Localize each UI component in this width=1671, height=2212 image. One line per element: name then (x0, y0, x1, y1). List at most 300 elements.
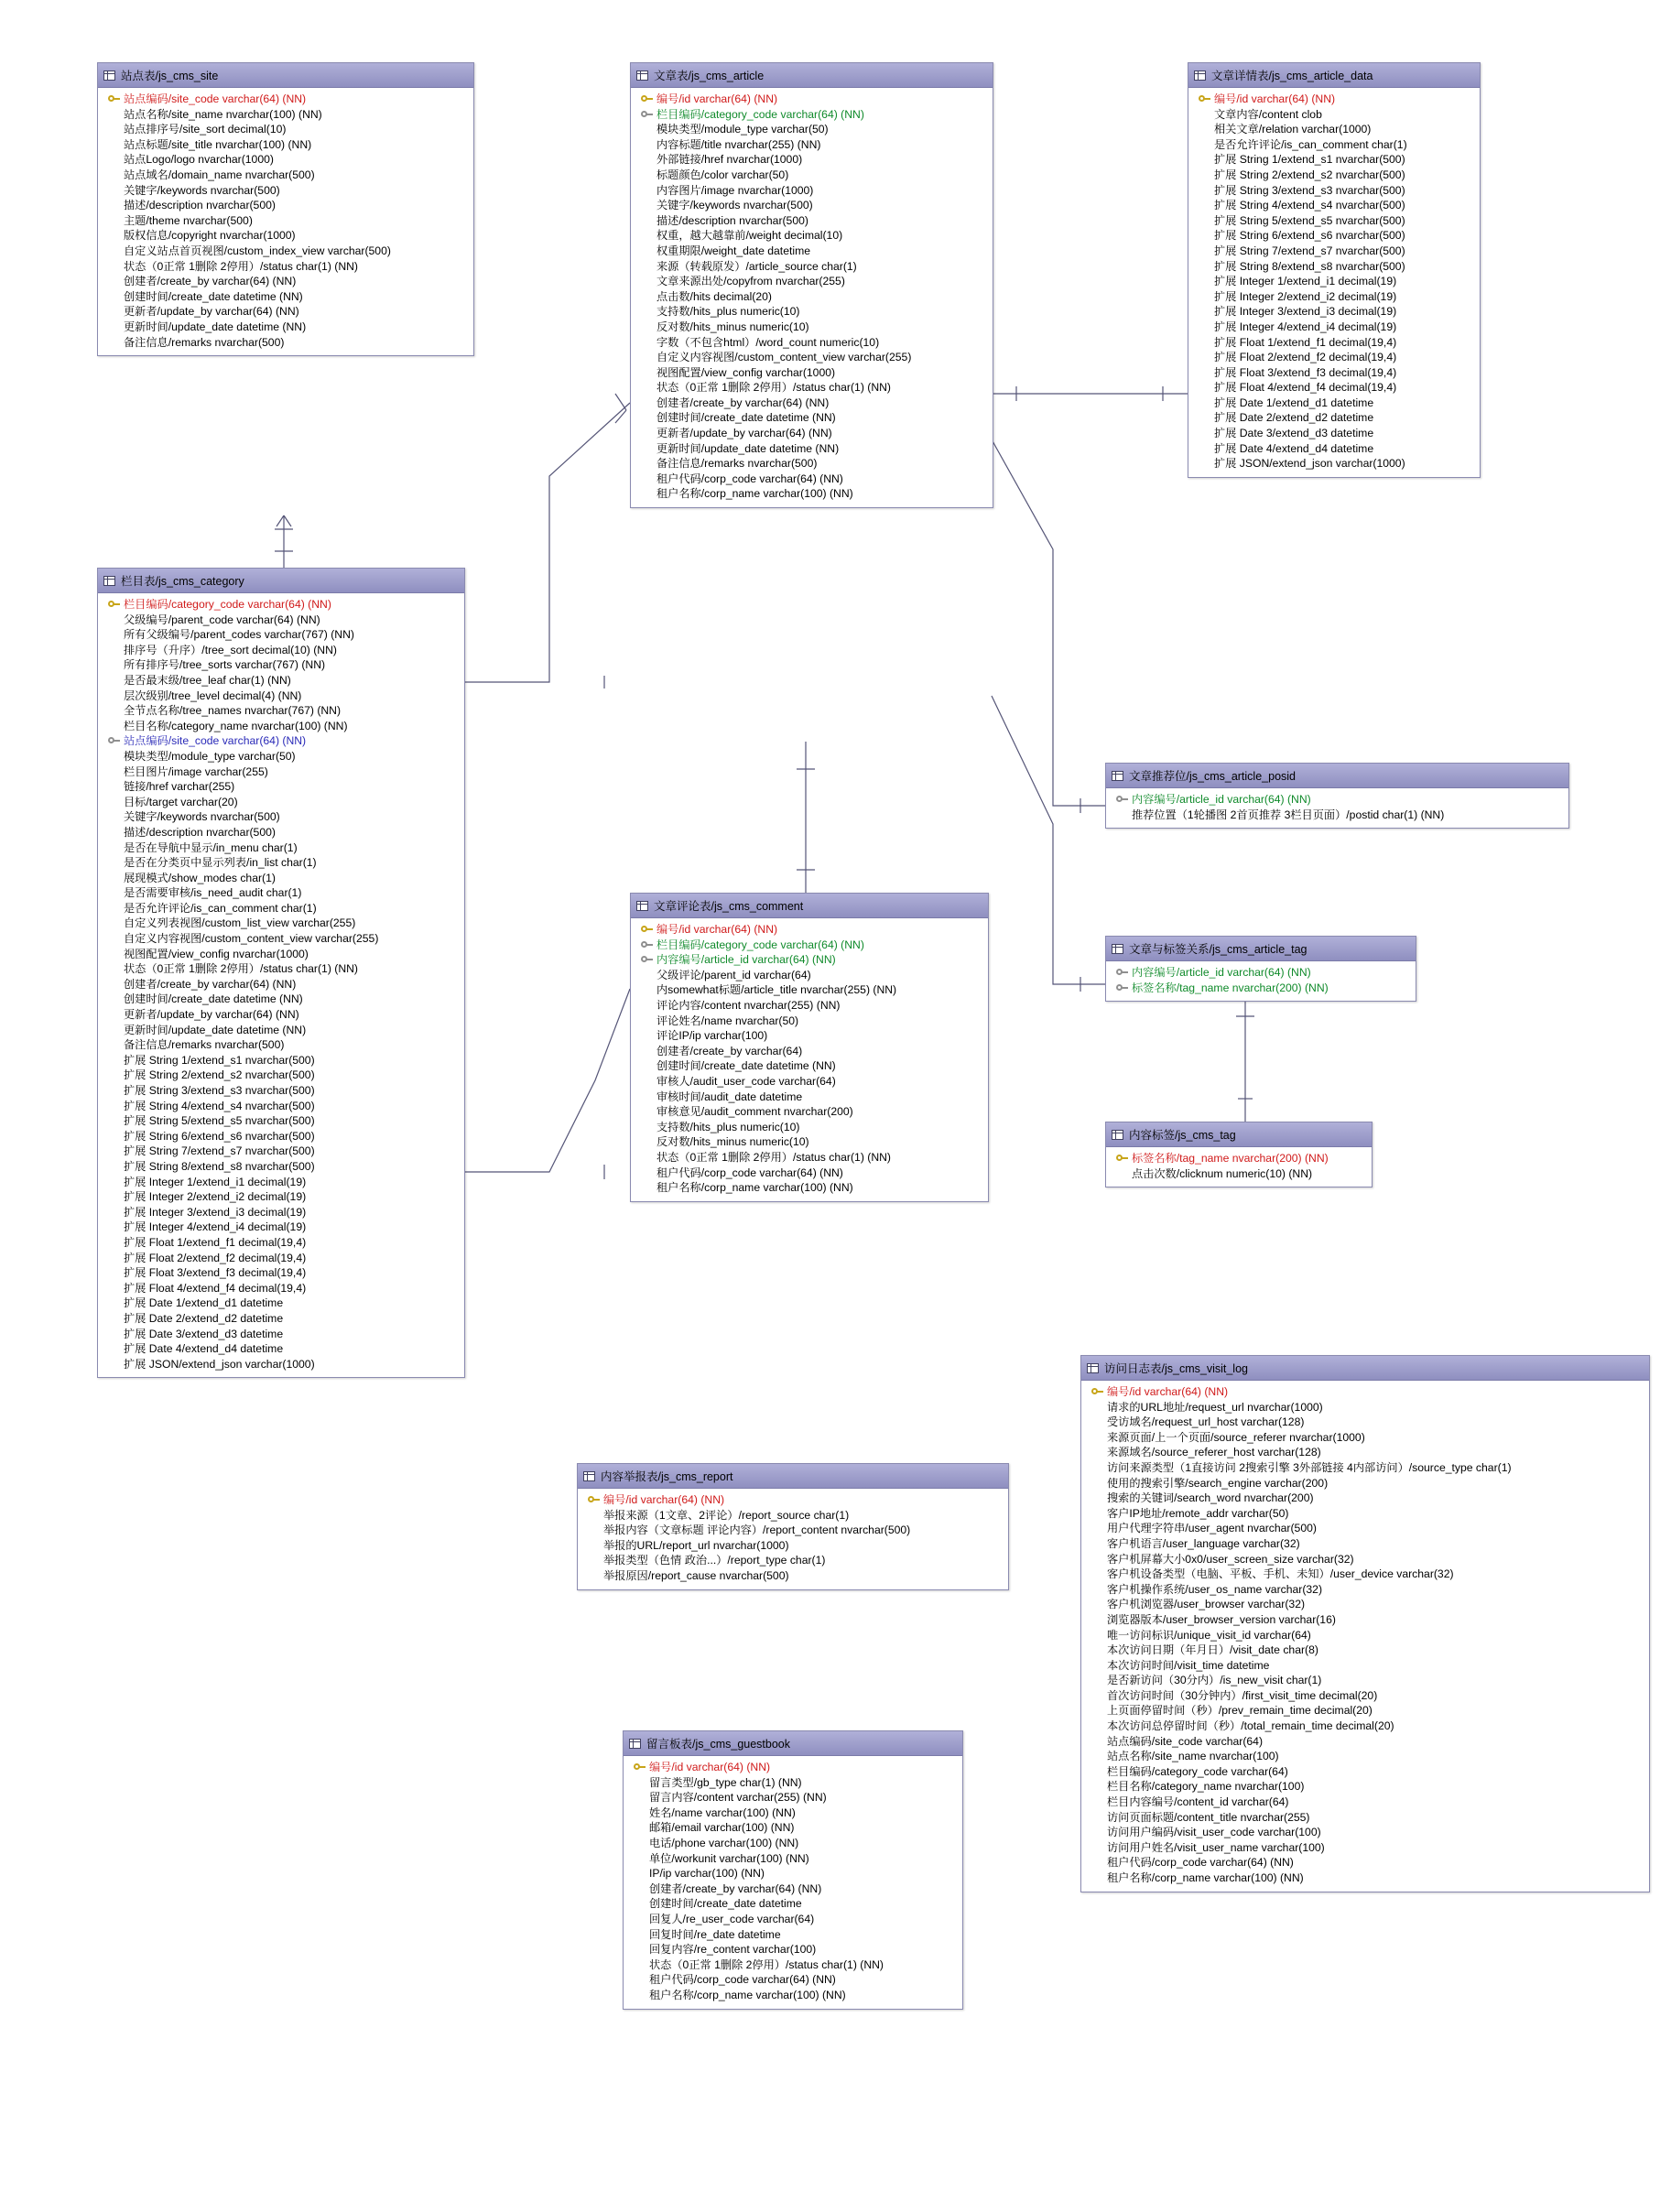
column-label: 状态（0正常 1删除 2停用）/status char(1) (NN) (124, 259, 358, 273)
column-row (1194, 304, 1474, 320)
column-row (1194, 198, 1474, 213)
primary-key-icon (103, 92, 124, 107)
column-row (583, 1492, 1003, 1508)
entity-header-article_posid[interactable] (1106, 764, 1568, 788)
column-label: 是否新访问（30分内）/is_new_visit char(1) (1107, 1674, 1322, 1687)
column-label: 扩展 JSON/extend_json varchar(1000) (1214, 457, 1405, 471)
column-label: 举报来源（1文章、2评论）/report_source char(1) (603, 1508, 850, 1522)
column-label: 内容编号/article_id varchar(64) (NN) (656, 953, 836, 967)
entity-table-tag[interactable] (1105, 1122, 1373, 1187)
column-label: 状态（0正常 1删除 2停用）/status char(1) (NN) (649, 1957, 884, 1971)
entity-header-tag[interactable] (1106, 1122, 1372, 1147)
column-label: 标签名称/tag_name nvarchar(200) (NN) (1132, 1152, 1329, 1165)
column-row (103, 213, 468, 229)
column-label: 自定义列表视图/custom_list_view varchar(255) (124, 916, 356, 930)
column-row (1087, 1825, 1644, 1840)
column-label: 是否在分类页中显示列表/in_list char(1) (124, 856, 317, 870)
column-row (1087, 1597, 1644, 1612)
column-row (1087, 1688, 1644, 1704)
column-row (1194, 380, 1474, 396)
column-label: 所有父级编号/parent_codes varchar(767) (NN) (124, 628, 354, 642)
column-label: 扩展 Integer 2/extend_i2 decimal(19) (1214, 289, 1397, 303)
column-label: 更新时间/update_date datetime (NN) (124, 1023, 307, 1036)
column-label: 访问用户编码/visit_user_code varchar(100) (1107, 1826, 1321, 1839)
column-row (103, 289, 468, 305)
column-label: 主题/theme nvarchar(500) (124, 213, 253, 227)
column-label: 内容编号/article_id varchar(64) (NN) (1132, 966, 1311, 979)
column-row (103, 1159, 459, 1175)
column-row (636, 938, 982, 953)
column-row (1087, 1643, 1644, 1658)
column-row (636, 198, 987, 213)
column-row (1194, 410, 1474, 426)
column-label: 文章内容/content clob (1214, 107, 1322, 121)
entity-name: 站点表/js_cms_site (121, 70, 219, 82)
column-label: 访问用户姓名/visit_user_name varchar(100) (1107, 1840, 1325, 1854)
column-row (629, 1896, 957, 1912)
column-row (1194, 137, 1474, 153)
column-row (1087, 1795, 1644, 1810)
column-row (103, 855, 459, 871)
column-label: 模块类型/module_type varchar(50) (656, 123, 829, 136)
column-row (636, 1014, 982, 1029)
entity-header-article_data[interactable] (1188, 63, 1480, 88)
entity-table-comment[interactable] (630, 893, 989, 1202)
column-label: 扩展 Date 4/extend_d4 datetime (124, 1342, 284, 1356)
column-label: 备注信息/remarks nvarchar(500) (656, 457, 818, 471)
column-row (583, 1508, 1003, 1523)
column-label: 客户机设备类型（电脑、平板、手机、未知）/user_device varchar(32) (1107, 1567, 1454, 1581)
column-row (103, 1099, 459, 1114)
column-row (103, 825, 459, 840)
entity-table-guestbook[interactable] (623, 1730, 963, 2010)
column-list (578, 1489, 1008, 1589)
column-row (1087, 1628, 1644, 1643)
column-row (1194, 274, 1474, 289)
column-label: 本次访问日期（年月日）/visit_date char(8) (1107, 1643, 1318, 1657)
column-row (103, 107, 468, 123)
column-label: 相关文章/relation varchar(1000) (1214, 123, 1372, 136)
entity-name: 文章推荐位/js_cms_article_posid (1129, 770, 1296, 783)
column-label: 点击次数/clicknum numeric(10) (NN) (1132, 1166, 1313, 1180)
column-row (636, 968, 982, 983)
foreign-key-icon (1112, 965, 1132, 981)
column-label: 留言类型/gb_type char(1) (NN) (649, 1775, 802, 1789)
column-label: 扩展 Float 4/extend_f4 decimal(19,4) (1214, 381, 1397, 395)
column-row (103, 840, 459, 856)
column-label: 自定义站点首页视图/custom_index_view varchar(500) (124, 244, 391, 257)
column-row (1194, 213, 1474, 229)
column-label: 描述/description nvarchar(500) (656, 213, 808, 227)
column-label: 站点Logo/logo nvarchar(1000) (124, 153, 274, 167)
column-label: 扩展 Float 4/extend_f4 decimal(19,4) (124, 1281, 307, 1295)
column-row (1194, 456, 1474, 472)
column-row (636, 998, 982, 1014)
column-row (629, 1790, 957, 1805)
column-row (1112, 792, 1563, 808)
column-row (103, 749, 459, 764)
column-label: 视图配置/view_config varchar(1000) (656, 365, 836, 379)
column-label: 站点名称/site_name nvarchar(100) (1107, 1750, 1279, 1763)
column-row (636, 441, 987, 457)
column-row (103, 320, 468, 335)
column-label: 扩展 String 8/extend_s8 nvarchar(500) (124, 1159, 315, 1173)
column-row (1087, 1658, 1644, 1674)
column-label: 站点编码/site_code varchar(64) (NN) (124, 92, 307, 105)
column-list (1106, 788, 1568, 828)
column-row (1087, 1445, 1644, 1460)
column-row (1194, 441, 1474, 457)
column-label: 状态（0正常 1删除 2停用）/status char(1) (NN) (656, 1150, 891, 1164)
column-row (1194, 365, 1474, 381)
column-label: 举报的URL/report_url nvarchar(1000) (603, 1538, 789, 1552)
entity-header-guestbook[interactable] (624, 1731, 962, 1756)
column-label: 扩展 String 5/extend_s5 nvarchar(500) (124, 1114, 315, 1128)
foreign-key-icon (636, 938, 656, 953)
column-label: 使用的搜索引擎/search_engine varchar(200) (1107, 1476, 1329, 1490)
column-row (1087, 1415, 1644, 1430)
column-label: 扩展 String 2/extend_s2 nvarchar(500) (124, 1068, 315, 1082)
entity-table-site[interactable] (97, 62, 474, 356)
column-label: 是否允许评论/is_can_comment char(1) (1214, 137, 1407, 151)
entity-header-comment[interactable] (631, 894, 988, 918)
column-label: 留言内容/content varchar(255) (NN) (649, 1791, 827, 1805)
entity-header-report[interactable] (578, 1464, 1008, 1489)
column-label: 栏目编码/category_code varchar(64) (NN) (656, 938, 864, 951)
column-label: 访问来源类型（1直接访问 2搜索引擎 3外部链接 4内部访问）/source_type char(1) (1107, 1460, 1512, 1474)
column-row (636, 107, 987, 123)
column-row (103, 244, 468, 259)
table-icon (103, 576, 115, 586)
primary-key-icon (583, 1492, 603, 1508)
column-row (636, 952, 982, 968)
column-row (103, 152, 468, 168)
column-label: 扩展 Date 3/extend_d3 datetime (124, 1327, 284, 1340)
column-row (103, 183, 468, 199)
column-label: 外部链接/href nvarchar(1000) (656, 153, 803, 167)
column-row (636, 1150, 982, 1166)
column-row (629, 1775, 957, 1791)
column-row (1194, 107, 1474, 123)
column-label: 首次访问时间（30分钟内）/first_visit_time decimal(20) (1107, 1688, 1378, 1702)
column-row (636, 426, 987, 441)
column-label: 扩展 Float 3/extend_f3 decimal(19,4) (124, 1266, 307, 1280)
column-row (103, 198, 468, 213)
entity-table-visit_log[interactable] (1080, 1355, 1650, 1892)
column-label: 评论姓名/name nvarchar(50) (656, 1014, 799, 1027)
column-label: 创建时间/create_date datetime (NN) (124, 992, 303, 1006)
column-label: 创建者/create_by varchar(64) (NN) (124, 275, 297, 288)
column-row (1087, 1582, 1644, 1598)
column-row (636, 472, 987, 487)
column-label: 扩展 Float 1/extend_f1 decimal(19,4) (1214, 335, 1397, 349)
column-label: 编号/id varchar(64) (NN) (1214, 92, 1336, 105)
column-row (1194, 350, 1474, 365)
column-row (103, 931, 459, 947)
column-row (636, 365, 987, 381)
column-row (1194, 396, 1474, 411)
column-row (103, 1113, 459, 1129)
column-row (1194, 259, 1474, 275)
column-label: 创建者/create_by varchar(64) (NN) (649, 1881, 822, 1895)
column-label: 栏目内容编号/content_id varchar(64) (1107, 1795, 1289, 1809)
column-label: 扩展 Integer 4/extend_i4 decimal(19) (124, 1220, 307, 1234)
column-list (631, 88, 993, 507)
column-row (1112, 981, 1410, 996)
column-label: 内somewhat标题/article_title nvarchar(255) (NN) (656, 983, 897, 997)
column-row (103, 885, 459, 901)
column-label: 受访域名/request_url_host varchar(128) (1107, 1415, 1305, 1429)
primary-key-icon (103, 597, 124, 613)
column-label: 唯一访问标识/unique_visit_id varchar(64) (1107, 1628, 1311, 1642)
entity-name: 内容举报表/js_cms_report (601, 1470, 733, 1483)
column-label: 关键字/keywords nvarchar(500) (124, 183, 280, 197)
entity-name: 留言板表/js_cms_guestbook (646, 1738, 791, 1751)
column-row (636, 213, 987, 229)
column-label: 扩展 Date 2/extend_d2 datetime (1214, 411, 1374, 425)
column-row (1087, 1734, 1644, 1750)
table-icon (636, 901, 648, 911)
column-row (1087, 1521, 1644, 1536)
column-label: 站点名称/site_name nvarchar(100) (NN) (124, 107, 322, 121)
column-row (1087, 1779, 1644, 1795)
column-row (103, 779, 459, 795)
column-label: 创建者/create_by varchar(64) (656, 1044, 803, 1057)
table-icon (103, 70, 115, 81)
column-row (103, 1281, 459, 1296)
column-row (103, 137, 468, 153)
column-label: 扩展 Integer 4/extend_i4 decimal(19) (1214, 320, 1397, 333)
column-label: 创建者/create_by varchar(64) (NN) (656, 396, 830, 409)
entity-name: 文章评论表/js_cms_comment (654, 900, 804, 913)
column-list (1188, 88, 1480, 477)
column-label: 客户机屏幕大小0x0/user_screen_size varchar(32) (1107, 1552, 1354, 1566)
column-row (636, 982, 982, 998)
column-row (583, 1568, 1003, 1584)
column-label: 客户IP地址/remote_addr varchar(50) (1107, 1506, 1289, 1520)
column-list (624, 1756, 962, 2009)
column-label: 站点域名/domain_name nvarchar(500) (124, 168, 315, 181)
column-row (629, 1942, 957, 1957)
column-row (1194, 244, 1474, 259)
column-row (103, 947, 459, 962)
column-label: 字数（不包含html）/word_count numeric(10) (656, 335, 880, 349)
column-label: 扩展 Date 1/extend_d1 datetime (124, 1296, 284, 1310)
entity-table-report[interactable] (577, 1463, 1009, 1590)
column-label: 权重期限/weight_date datetime (656, 244, 810, 257)
column-row (1194, 228, 1474, 244)
column-row (103, 335, 468, 351)
column-row (103, 657, 459, 673)
column-row (1087, 1612, 1644, 1628)
column-label: 文章来源出处/copyfrom nvarchar(255) (656, 275, 845, 288)
entity-table-category[interactable] (97, 568, 465, 1378)
column-label: 审核人/audit_user_code varchar(64) (656, 1074, 836, 1088)
column-label: IP/ip varchar(100) (NN) (649, 1867, 765, 1881)
column-row (636, 380, 987, 396)
column-row (583, 1538, 1003, 1554)
column-label: 举报类型（色情 政治...）/report_type char(1) (603, 1554, 826, 1567)
column-label: 评论内容/content nvarchar(255) (NN) (656, 998, 841, 1012)
column-row (1112, 1166, 1366, 1182)
entity-table-article_tag[interactable] (1105, 936, 1416, 1002)
column-label: 姓名/name varchar(100) (NN) (649, 1805, 796, 1819)
column-label: 更新者/update_by varchar(64) (NN) (124, 1008, 299, 1022)
column-label: 全节点名称/tree_names nvarchar(767) (NN) (124, 704, 342, 718)
column-label: 扩展 JSON/extend_json varchar(1000) (124, 1357, 315, 1371)
column-label: 举报原因/report_cause nvarchar(500) (603, 1568, 789, 1582)
column-row (629, 1760, 957, 1775)
column-label: 扩展 String 8/extend_s8 nvarchar(500) (1214, 259, 1405, 273)
primary-key-icon (1087, 1384, 1107, 1400)
column-row (636, 922, 982, 938)
entity-header-category[interactable] (98, 569, 464, 593)
column-row (629, 1912, 957, 1927)
column-row (1087, 1384, 1644, 1400)
column-label: 视图配置/view_config nvarchar(1000) (124, 947, 309, 960)
column-label: 备注信息/remarks nvarchar(500) (124, 1038, 285, 1052)
column-row (1087, 1703, 1644, 1719)
entity-table-article_data[interactable] (1188, 62, 1481, 478)
column-row (103, 1053, 459, 1068)
entity-header-site[interactable] (98, 63, 473, 88)
column-label: 客户机浏览器/user_browser varchar(32) (1107, 1598, 1306, 1611)
column-label: 租户代码/corp_code varchar(64) (NN) (656, 472, 843, 485)
column-row (1087, 1476, 1644, 1491)
table-icon (1112, 1130, 1123, 1140)
entity-table-article[interactable] (630, 62, 993, 508)
column-row (636, 92, 987, 107)
column-row (103, 901, 459, 916)
column-row (1194, 92, 1474, 107)
column-row (629, 1988, 957, 2003)
column-label: 内容标题/title nvarchar(255) (NN) (656, 137, 821, 151)
column-row (103, 597, 459, 613)
column-label: 状态（0正常 1删除 2停用）/status char(1) (NN) (124, 962, 358, 976)
column-label: 栏目名称/category_name nvarchar(100) (1107, 1780, 1305, 1794)
column-row (103, 1296, 459, 1311)
primary-key-icon (629, 1760, 649, 1775)
column-row (636, 304, 987, 320)
column-label: 栏目编码/category_code varchar(64) (1107, 1764, 1288, 1778)
column-row (636, 1044, 982, 1059)
column-label: 点击数/hits decimal(20) (656, 289, 772, 303)
table-icon (1087, 1363, 1099, 1373)
column-label: 状态（0正常 1删除 2停用）/status char(1) (NN) (656, 381, 891, 395)
column-label: 父级评论/parent_id varchar(64) (656, 968, 811, 981)
column-label: 内容图片/image nvarchar(1000) (656, 183, 814, 197)
column-label: 扩展 Date 3/extend_d3 datetime (1214, 427, 1374, 440)
column-row (103, 992, 459, 1007)
column-label: 扩展 String 7/extend_s7 nvarchar(500) (1214, 244, 1405, 257)
column-label: 回复内容/re_content varchar(100) (649, 1943, 817, 1957)
column-row (1112, 965, 1410, 981)
column-row (103, 1007, 459, 1023)
column-row (1087, 1536, 1644, 1552)
column-label: 编号/id varchar(64) (NN) (656, 92, 778, 105)
column-row (1087, 1430, 1644, 1446)
column-label: 站点编码/site_code varchar(64) (1107, 1734, 1264, 1748)
column-row (103, 259, 468, 275)
column-row (103, 1311, 459, 1327)
column-row (583, 1523, 1003, 1538)
column-row (103, 916, 459, 931)
column-row (1087, 1506, 1644, 1522)
column-label: 自定义内容视图/custom_content_view varchar(255) (124, 932, 379, 946)
column-label: 创建时间/create_date datetime (NN) (124, 289, 303, 303)
column-label: 扩展 String 2/extend_s2 nvarchar(500) (1214, 168, 1405, 181)
column-row (1087, 1460, 1644, 1476)
entity-table-article_posid[interactable] (1105, 763, 1569, 829)
column-label: 电话/phone varchar(100) (NN) (649, 1836, 799, 1849)
column-row (629, 1851, 957, 1867)
column-row (1112, 1151, 1366, 1166)
entity-name: 内容标签/js_cms_tag (1129, 1129, 1236, 1142)
primary-key-icon (1194, 92, 1214, 107)
column-label: 版权信息/copyright nvarchar(1000) (124, 229, 296, 243)
column-row (103, 1144, 459, 1159)
column-label: 支持数/hits_plus numeric(10) (656, 1120, 800, 1133)
column-row (636, 410, 987, 426)
column-row (1087, 1870, 1644, 1886)
column-label: 更新时间/update_date datetime (NN) (656, 441, 840, 455)
column-row (1194, 320, 1474, 335)
column-row (636, 456, 987, 472)
column-list (1106, 961, 1416, 1001)
column-label: 单位/workunit varchar(100) (NN) (649, 1851, 809, 1865)
column-row (1087, 1400, 1644, 1415)
entity-header-article[interactable] (631, 63, 993, 88)
entity-header-article_tag[interactable] (1106, 937, 1416, 961)
column-row (103, 122, 468, 137)
entity-name: 文章详情表/js_cms_article_data (1211, 70, 1373, 82)
column-row (103, 613, 459, 628)
column-label: 评论IP/ip varchar(100) (656, 1029, 768, 1043)
column-label: 站点编码/site_code varchar(64) (NN) (124, 734, 307, 748)
column-label: 栏目图片/image varchar(255) (124, 764, 268, 778)
entity-header-visit_log[interactable] (1081, 1356, 1649, 1381)
column-label: 扩展 String 3/extend_s3 nvarchar(500) (124, 1084, 315, 1097)
column-label: 栏目编码/category_code varchar(64) (NN) (124, 598, 331, 611)
column-label: 扩展 Integer 2/extend_i2 decimal(19) (124, 1190, 307, 1204)
column-row (103, 1205, 459, 1220)
column-label: 扩展 String 7/extend_s7 nvarchar(500) (124, 1144, 315, 1158)
entity-name: 栏目表/js_cms_category (121, 575, 244, 588)
column-label: 更新时间/update_date datetime (NN) (124, 320, 307, 333)
column-row (1087, 1749, 1644, 1764)
column-row (103, 673, 459, 689)
column-list (631, 918, 988, 1201)
column-row (636, 244, 987, 259)
column-label: 编号/id varchar(64) (NN) (656, 923, 778, 936)
column-label: 浏览器版本/user_browser_version varchar(16) (1107, 1612, 1336, 1626)
column-row (103, 977, 459, 992)
column-row (103, 627, 459, 643)
column-label: 创建时间/create_date datetime (NN) (656, 1059, 836, 1073)
column-label: 栏目编码/category_code varchar(64) (NN) (656, 107, 864, 121)
column-label: 来源域名/source_referer_host varchar(128) (1107, 1446, 1321, 1459)
column-label: 租户名称/corp_name varchar(100) (NN) (649, 1988, 846, 2001)
column-row (636, 396, 987, 411)
column-row (636, 274, 987, 289)
column-row (629, 1836, 957, 1851)
column-label: 是否最末级/tree_leaf char(1) (NN) (124, 673, 291, 687)
column-row (636, 1074, 982, 1090)
column-label: 排序号（升序）/tree_sort decimal(10) (NN) (124, 643, 337, 656)
column-row (1087, 1810, 1644, 1826)
column-label: 更新者/update_by varchar(64) (NN) (124, 305, 299, 319)
column-label: 描述/description nvarchar(500) (124, 825, 276, 839)
